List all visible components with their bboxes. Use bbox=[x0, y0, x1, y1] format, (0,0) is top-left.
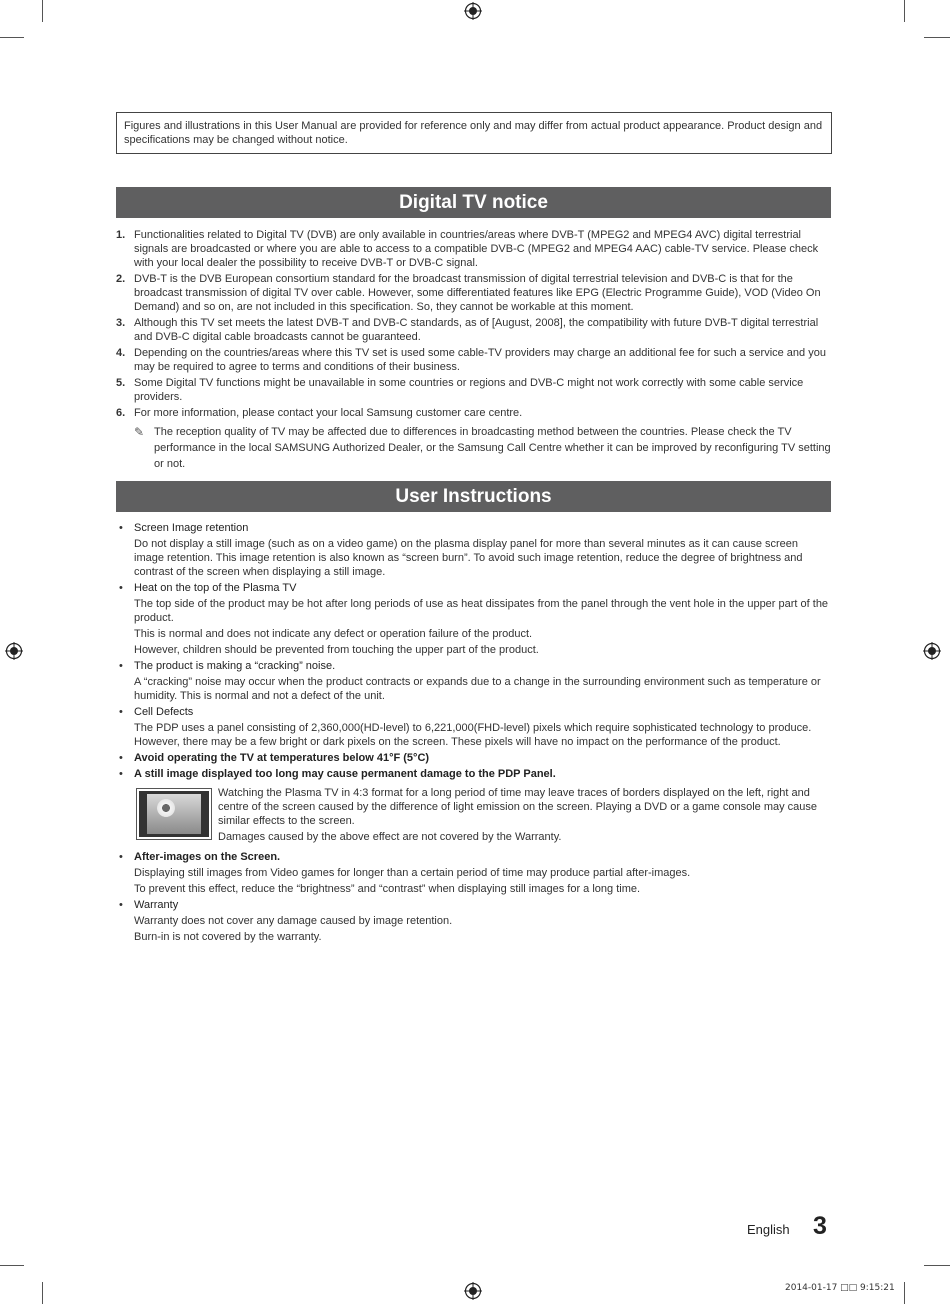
list-item bbox=[116, 767, 831, 848]
list-item bbox=[116, 751, 831, 765]
crop-mark bbox=[42, 0, 43, 22]
flower-image bbox=[157, 799, 175, 817]
tv-frame bbox=[139, 791, 209, 837]
item-title: Avoid operating the TV at temperatures below 41°F (5°C) bbox=[134, 752, 430, 764]
burn-in-illustration-row bbox=[134, 786, 831, 848]
digital-tv-notice-list bbox=[116, 228, 831, 472]
crop-mark bbox=[0, 1265, 24, 1266]
illustration-caption bbox=[218, 786, 830, 844]
bullet-icon: • bbox=[119, 768, 123, 780]
list-item bbox=[116, 705, 831, 749]
list-item bbox=[116, 316, 831, 344]
bullet-icon: • bbox=[119, 851, 123, 863]
crop-mark bbox=[924, 1265, 950, 1266]
registration-mark-icon bbox=[923, 642, 941, 660]
section-header-user-instructions: User Instructions bbox=[116, 481, 831, 512]
item-paragraph: A “cracking” noise may occur when the product contracts or expands due to a change in the surrounding environment such as temperature or humidity. This is normal and not a defect of the unit. bbox=[134, 676, 821, 702]
page-number: 3 bbox=[813, 1212, 827, 1240]
reception-note bbox=[116, 424, 831, 472]
list-item bbox=[116, 659, 831, 703]
crop-mark bbox=[0, 37, 24, 38]
item-paragraph: This is normal and does not indicate any defect or operation failure of the product. bbox=[134, 628, 533, 640]
note-text: The reception quality of TV may be affected due to differences in broadcasting method between the countries. Please check the TV performance in the local SAMSUNG Authorized Dealer, or the Samsung Call Centre whether it can be improved by reconfiguring TV setting or not. bbox=[154, 426, 831, 470]
bullet-icon: • bbox=[119, 899, 123, 911]
item-paragraph: To prevent this effect, reduce the “brightness” and “contrast” when displaying still images for a long time. bbox=[134, 883, 641, 895]
item-paragraph: Do not display a still image (such as on a video game) on the plasma display panel for more than several minutes as it can cause screen image retention. This image retention is also known as “screen burn”. To avoid such image retention, reduce the degree of brightness and contrast of the screen when displaying a still image. bbox=[134, 538, 803, 578]
item-number: 5. bbox=[116, 377, 126, 389]
list-item bbox=[116, 228, 831, 270]
item-paragraph: Warranty does not cover any damage caused by image retention. bbox=[134, 915, 453, 927]
item-number: 3. bbox=[116, 317, 126, 329]
bullet-icon: • bbox=[119, 706, 123, 718]
item-paragraph: Displaying still images from Video games for longer than a certain period of time may produce partial after-images. bbox=[134, 867, 691, 879]
item-number: 6. bbox=[116, 407, 126, 419]
tv-screen bbox=[147, 794, 201, 834]
crop-mark bbox=[42, 1282, 43, 1304]
item-text: For more information, please contact your local Samsung customer care centre. bbox=[134, 407, 523, 419]
item-text: DVB-T is the DVB European consortium standard for the broadcast transmission of digital terrestrial television and DVB-C is that for the broadcast transmission of digital TV over cable. However, some differentiated features like EPG (Electric Programme Guide), VOD (Video On Demand) and so on, are not included in this specification. So, they cannot be workable at this moment. bbox=[134, 273, 821, 313]
pencil-note-icon: ✎ bbox=[134, 425, 145, 439]
item-number: 4. bbox=[116, 347, 126, 359]
crop-mark bbox=[924, 37, 950, 38]
list-item bbox=[116, 521, 831, 579]
item-title: Warranty bbox=[134, 899, 179, 911]
item-paragraph: However, children should be prevented from touching the upper part of the product. bbox=[134, 644, 539, 656]
list-item bbox=[116, 376, 831, 404]
item-title: After-images on the Screen. bbox=[134, 851, 281, 863]
item-text: Functionalities related to Digital TV (DVB) are only available in countries/areas where DVB-T (MPEG2 and MPEG4 AVC) digital terrestrial signals are broadcasted or where you are able to access to a compatible DVB-C (MPEG2 and MPEG4 AAC) cable-TV service. Please check with your local dealer the possibility to receive DVB-T or DVB-C signal. bbox=[134, 229, 819, 269]
bullet-icon: • bbox=[119, 660, 123, 672]
print-timestamp: 2014-01-17 □□ 9:15:21 bbox=[785, 1283, 895, 1293]
list-item bbox=[116, 346, 831, 374]
item-title: Cell Defects bbox=[134, 706, 194, 718]
item-title: Screen Image retention bbox=[134, 522, 249, 534]
list-item bbox=[116, 581, 831, 657]
item-number: 2. bbox=[116, 273, 126, 285]
item-number: 1. bbox=[116, 229, 126, 241]
list-item bbox=[116, 898, 831, 944]
crop-mark bbox=[904, 1282, 905, 1304]
item-paragraph: The PDP uses a panel consisting of 2,360,000(HD-level) to 6,221,000(FHD-level) pixels which require sophisticated technology to produce. However, there may be a few bright or dark pixels on the screen. These pixels will have no impact on the performance of the product. bbox=[134, 722, 812, 748]
registration-mark-icon bbox=[464, 2, 482, 20]
registration-mark-icon bbox=[464, 1282, 482, 1300]
registration-mark-icon bbox=[5, 642, 23, 660]
user-instructions-list bbox=[116, 521, 831, 946]
item-title: Heat on the top of the Plasma TV bbox=[134, 582, 297, 594]
bullet-icon: • bbox=[119, 522, 123, 534]
list-item bbox=[116, 850, 831, 896]
disclaimer-box: Figures and illustrations in this User Manual are provided for reference only and may differ from actual product appearance. Product design and specifications may be changed without notice. bbox=[116, 112, 832, 154]
section-header-digital-tv: Digital TV notice bbox=[116, 187, 831, 218]
list-item bbox=[116, 272, 831, 314]
item-paragraph: The top side of the product may be hot after long periods of use as heat dissipates from the panel through the vent hole in the upper part of the product. bbox=[134, 598, 829, 624]
item-title: The product is making a “cracking” noise. bbox=[134, 660, 336, 672]
caption-paragraph: Watching the Plasma TV in 4:3 format for a long period of time may leave traces of borders displayed on the left, right and centre of the screen caused by the difference of light emission on the screen. Playing a DVD or a game console may cause similar effects to the screen. bbox=[218, 787, 818, 827]
item-text: Some Digital TV functions might be unavailable in some countries or regions and DVB-C might not work correctly with some cable service providers. bbox=[134, 377, 804, 403]
item-text: Although this TV set meets the latest DVB-T and DVB-C standards, as of [August, 2008], the compatibility with future DVB-T digital terrestrial and DVB-C digital cable broadcasts cannot be guaranteed. bbox=[134, 317, 819, 343]
item-title: A still image displayed too long may cause permanent damage to the PDP Panel. bbox=[134, 768, 556, 780]
item-paragraph: Burn-in is not covered by the warranty. bbox=[134, 931, 322, 943]
footer-language: English bbox=[747, 1222, 790, 1237]
tv-burn-in-image bbox=[136, 788, 212, 840]
list-item bbox=[116, 406, 831, 420]
caption-paragraph: Damages caused by the above effect are not covered by the Warranty. bbox=[218, 831, 562, 843]
bullet-icon: • bbox=[119, 582, 123, 594]
crop-mark bbox=[904, 0, 905, 22]
item-text: Depending on the countries/areas where this TV set is used some cable-TV providers may charge an additional fee for such a service and you may be required to agree to terms and conditions of their business. bbox=[134, 347, 826, 373]
bullet-icon: • bbox=[119, 752, 123, 764]
